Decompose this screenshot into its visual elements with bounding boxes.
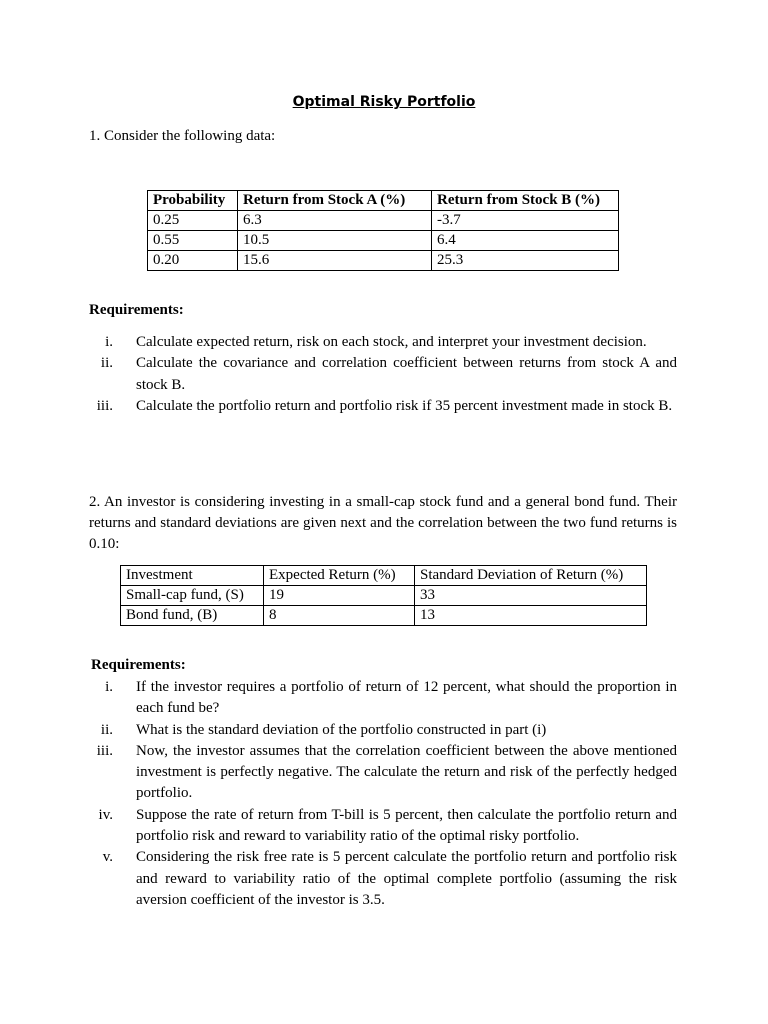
table-cell: 8 [264, 606, 415, 626]
table-cell: 25.3 [432, 251, 619, 271]
table-cell: 19 [264, 586, 415, 606]
requirements-list-2 [89, 677, 677, 911]
list-item [89, 805, 677, 848]
list-item-number: i. [105, 679, 113, 695]
header-return-b: Return from Stock B (%) [432, 191, 619, 211]
table-cell: 6.4 [432, 231, 619, 251]
table-cell: -3.7 [432, 211, 619, 231]
requirements-heading-2: Requirements: [91, 657, 186, 673]
list-item-text: Now, the investor assumes that the correlation coefficient between the above mentioned investment is perfectly negative. The calculate the return and risk of the perfectly hedged portfolio. [136, 742, 677, 802]
page-title: Optimal Risky Portfolio [292, 94, 476, 110]
list-item-text: What is the standard deviation of the portfolio constructed in part (i) [136, 721, 547, 738]
table-cell: 0.25 [148, 211, 238, 231]
list-item [89, 677, 677, 720]
list-item-number: ii. [100, 721, 113, 738]
table-row [121, 606, 647, 626]
list-item [89, 396, 677, 417]
table-cell: 0.20 [148, 251, 238, 271]
list-item-text: Suppose the rate of return from T-bill is 5 percent, then calculate the portfolio return and portfolio risk and reward to variability ratio of the optimal risky portfolio. [136, 806, 677, 845]
table-cell: 15.6 [238, 251, 432, 271]
list-item-text: Considering the risk free rate is 5 percent calculate the portfolio return and portfolio risk and reward to variability ratio of the optimal complete portfolio (assuming the risk aversion coefficient of the investor is 3.5. [136, 849, 677, 908]
header-expected-return: Expected Return (%) [264, 566, 415, 586]
stock-returns-table [147, 190, 619, 271]
list-item [89, 353, 677, 396]
table-cell: Small-cap fund, (S) [121, 586, 264, 606]
table-cell: 33 [415, 586, 647, 606]
list-item-number: iii. [96, 397, 113, 414]
list-item-number: i. [105, 334, 113, 350]
table-row [148, 251, 619, 271]
list-item [89, 720, 677, 741]
table-cell: 10.5 [238, 231, 432, 251]
table-row [148, 211, 619, 231]
header-investment: Investment [121, 566, 264, 586]
table-header-row [121, 566, 647, 586]
header-return-a: Return from Stock A (%) [238, 191, 432, 211]
table-cell: 6.3 [238, 211, 432, 231]
list-item [89, 741, 677, 805]
table-row [121, 586, 647, 606]
list-item-text: Calculate the covariance and correlation coefficient between returns from stock A and stock B. [136, 355, 677, 393]
list-item-number: v. [102, 849, 113, 866]
list-item [89, 332, 677, 353]
list-item-text: Calculate expected return, risk on each stock, and interpret your investment decision. [136, 334, 647, 350]
list-item-number: ii. [100, 355, 113, 372]
table-cell: 0.55 [148, 231, 238, 251]
table-header-row [148, 191, 619, 211]
question-1-intro: 1. Consider the following data: [89, 128, 276, 144]
header-probability: Probability [148, 191, 238, 211]
table-cell: 13 [415, 606, 647, 626]
requirements-list-1 [89, 332, 677, 417]
list-item-number: iv. [98, 806, 113, 823]
question-2-intro: 2. An investor is considering investing in a small-cap stock fund and a general bond fund. Their returns and standard deviations are given next and the correlation between the two fund returns is 0.10: [89, 494, 677, 552]
list-item-text: If the investor requires a portfolio of return of 12 percent, what should the proportion in each fund be? [136, 679, 677, 717]
table-cell: Bond fund, (B) [121, 606, 264, 626]
header-std-dev: Standard Deviation of Return (%) [415, 566, 647, 586]
fund-returns-table [120, 565, 647, 626]
list-item-number: iii. [96, 742, 113, 759]
table-row [148, 231, 619, 251]
list-item-text: Calculate the portfolio return and portfolio risk if 35 percent investment made in stock B. [136, 397, 673, 414]
requirements-heading-1: Requirements: [89, 302, 184, 318]
list-item [89, 847, 677, 911]
